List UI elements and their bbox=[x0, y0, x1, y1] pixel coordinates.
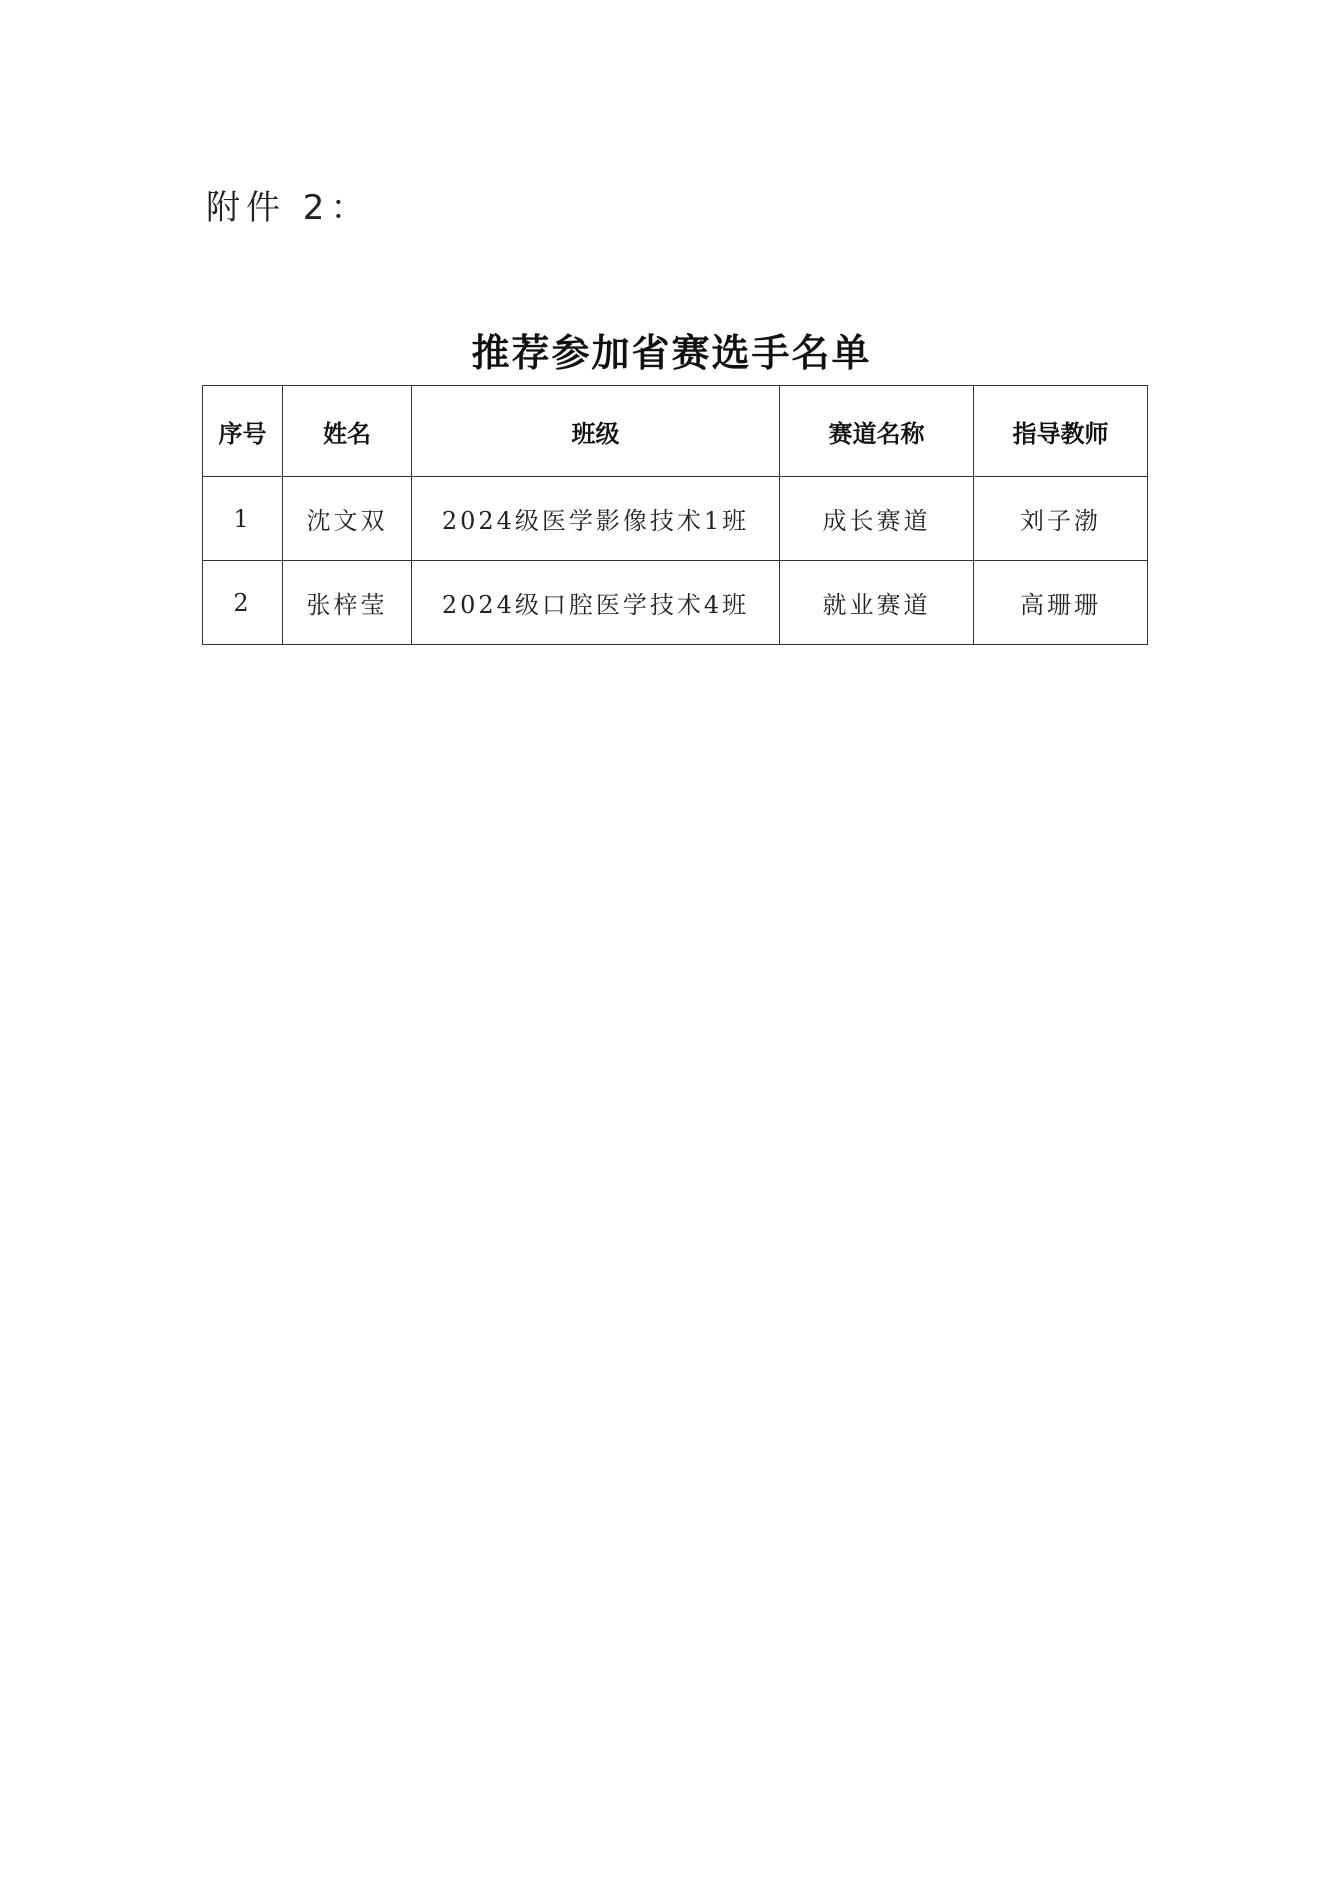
document-title: 推荐参加省赛选手名单 bbox=[471, 331, 872, 375]
table-row bbox=[203, 561, 1148, 645]
column-header-track: 赛道名称 bbox=[780, 386, 974, 477]
attachment-label: 附件 2： bbox=[206, 188, 371, 228]
table-header-row bbox=[203, 386, 1148, 477]
row-class: 2024级医学影像技术1班 bbox=[412, 477, 780, 561]
row-advisor: 刘子渤 bbox=[974, 477, 1148, 561]
column-header-name: 姓名 bbox=[283, 386, 412, 477]
row-advisor: 高珊珊 bbox=[974, 561, 1148, 645]
row-class: 2024级口腔医学技术4班 bbox=[412, 561, 780, 645]
column-header-advisor: 指导教师 bbox=[974, 386, 1148, 477]
row-track: 就业赛道 bbox=[780, 561, 974, 645]
row-name: 沈文双 bbox=[283, 477, 412, 561]
column-header-class: 班级 bbox=[412, 386, 780, 477]
roster-table bbox=[202, 385, 1148, 645]
row-index: 1 bbox=[203, 477, 283, 561]
column-header-index: 序号 bbox=[203, 386, 283, 477]
table-row bbox=[203, 477, 1148, 561]
row-track: 成长赛道 bbox=[780, 477, 974, 561]
row-index: 2 bbox=[203, 561, 283, 645]
row-name: 张梓莹 bbox=[283, 561, 412, 645]
